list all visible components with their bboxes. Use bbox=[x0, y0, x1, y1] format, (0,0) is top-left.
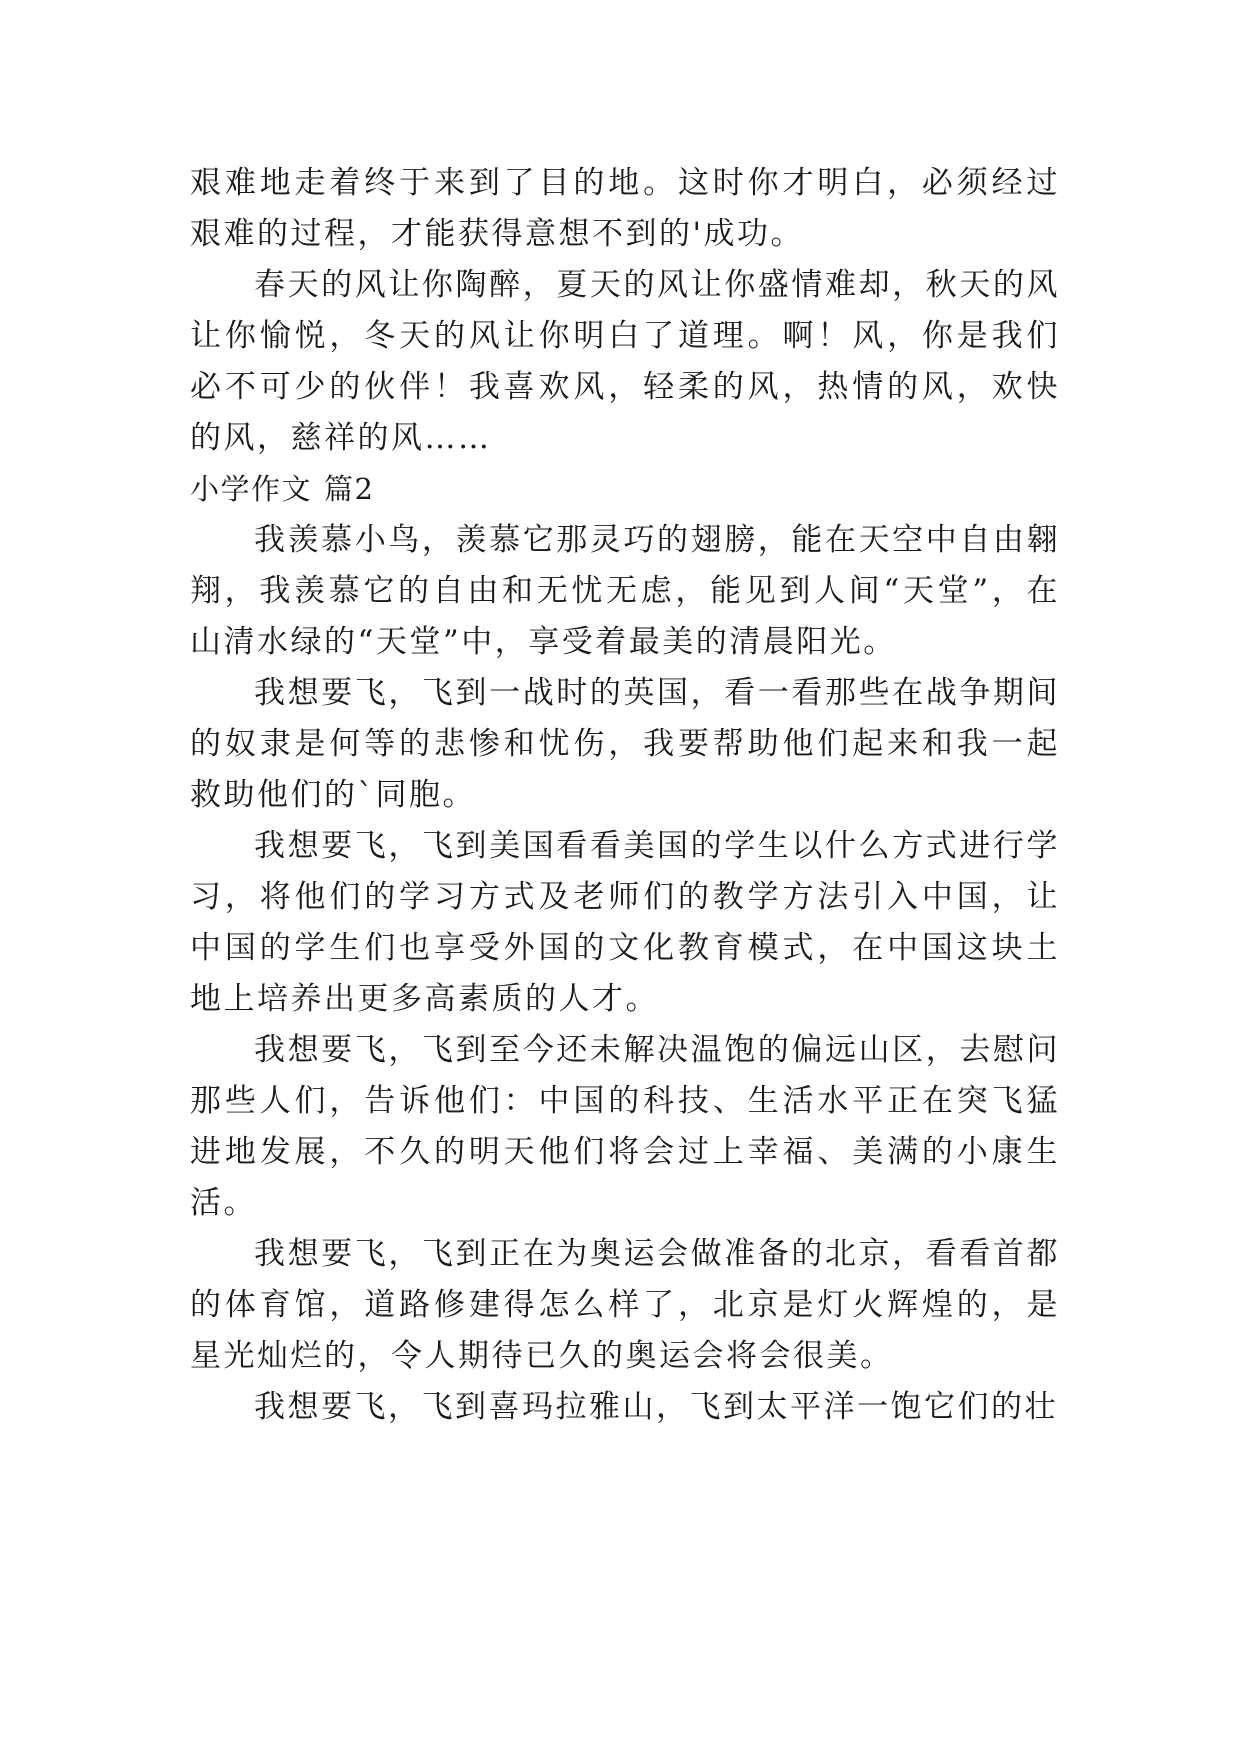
document-body bbox=[190, 158, 1060, 1433]
paragraph-bird: 我羡慕小鸟，羡慕它那灵巧的翅膀，能在天空中自由翱翔，我羡慕它的自由和无忧无虑，能见到人间“天堂”，在山清水绿的“天堂”中，享受着最美的清晨阳光。 bbox=[190, 522, 1060, 660]
paragraph-america: 我想要飞，飞到美国看看美国的学生以什么方式进行学习，将他们的学习方式及老师们的教学方法引入中国，让中国的学生们也享受外国的文化教育模式，在中国这块土地上培养出更多高素质的人才。 bbox=[190, 828, 1060, 1017]
paragraph-himalaya: 我想要飞，飞到喜玛拉雅山，飞到太平洋一饱它们的壮 bbox=[254, 1389, 1058, 1425]
paragraph-wind-seasons: 春天的风让你陶醉，夏天的风让你盛情难却，秋天的风让你愉悦，冬天的风让你明白了道理。啊！风，你是我们必不可少的伙伴！我喜欢风，轻柔的风，热情的风，欢快的风，慈祥的风…… bbox=[190, 267, 1060, 456]
heading-part: 篇2 bbox=[324, 472, 375, 506]
paragraph-beijing: 我想要飞，飞到正在为奥运会做准备的北京，看看首都的体育馆，道路修建得怎么样了，北京是灯火辉煌的，是星光灿烂的，令人期待已久的奥运会将会很美。 bbox=[190, 1236, 1060, 1374]
paragraph-britain: 我想要飞，飞到一战时的英国，看一看那些在战争期间的奴隶是何等的悲惨和忧伤，我要帮助他们起来和我一起救助他们的`同胞。 bbox=[190, 675, 1060, 813]
paragraph-mountain-area: 我想要飞，飞到至今还未解决温饱的偏远山区，去慰问那些人们，告诉他们：中国的科技、生活水平正在突飞猛进地发展，不久的明天他们将会过上幸福、美满的小康生活。 bbox=[190, 1032, 1060, 1221]
section-heading bbox=[190, 464, 1060, 515]
paragraph-continuation: 艰难地走着终于来到了目的地。这时你才明白，必须经过艰难的过程，才能获得意想不到的'成功。 bbox=[190, 165, 1060, 252]
heading-title: 小学作文 bbox=[190, 472, 313, 506]
